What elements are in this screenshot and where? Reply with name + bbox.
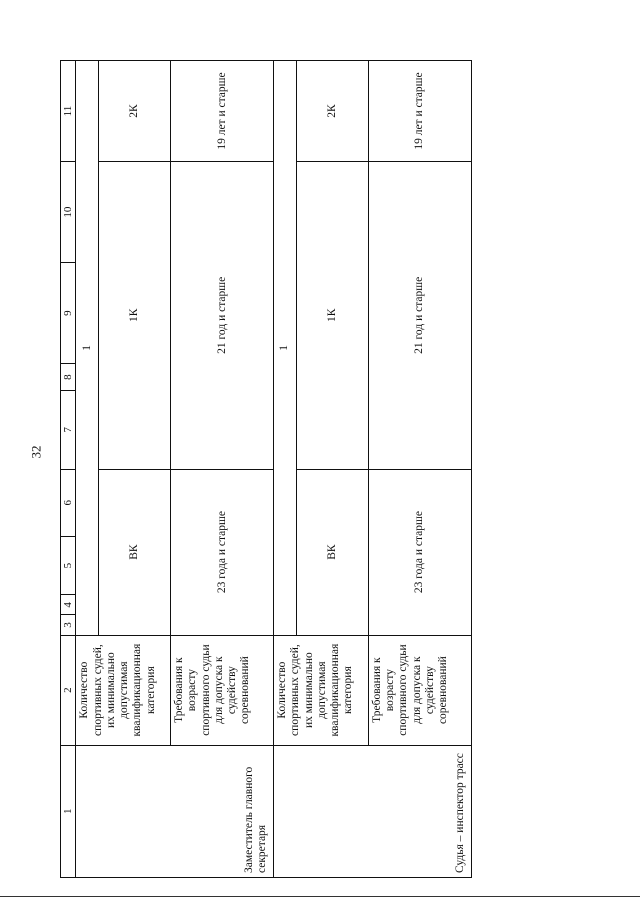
col-number: 7: [61, 391, 76, 470]
age-cell: 21 год и старше: [368, 162, 471, 469]
row-label: Количество спортивных судей, их минимально допустимая квалификационная категория: [76, 635, 171, 745]
rotated-table-sheet: [60, 60, 472, 878]
scan-edge-bottom: [0, 896, 640, 897]
table-row: [274, 61, 297, 878]
age-cell: 21 год и старше: [171, 162, 274, 469]
column-number-row: [61, 61, 76, 878]
judges-requirements-table: [60, 60, 472, 878]
row-label: Требования к возрасту спортивного судьи для допуска к судейству соревнований: [171, 635, 274, 745]
role-cell: Заместитель главного секретаря: [76, 745, 274, 877]
age-cell: 19 лет и старше: [171, 61, 274, 162]
category-cell: 2К: [296, 61, 368, 162]
col-number: 11: [61, 61, 76, 162]
col-number: 8: [61, 364, 76, 391]
role-cell: Судья – инспектор трасс: [274, 745, 472, 877]
judges-count-cell: 1: [274, 61, 297, 636]
col-number: 5: [61, 536, 76, 594]
category-cell: 2К: [99, 61, 171, 162]
col-number: 1: [61, 745, 76, 877]
col-number: 10: [61, 162, 76, 263]
page-number: 32: [28, 445, 44, 459]
category-cell: 1К: [296, 162, 368, 469]
category-cell: 1К: [99, 162, 171, 469]
row-label: Требования к возрасту спортивного судьи для допуска к судейству соревнований: [368, 635, 471, 745]
table-row: [76, 61, 99, 878]
judges-count-cell: 1: [76, 61, 99, 636]
row-label: Количество спортивных судей, их минимально допустимая квалификационная категория: [274, 635, 369, 745]
col-number: 4: [61, 595, 76, 615]
age-cell: 23 года и старше: [171, 469, 274, 635]
category-cell: ВК: [99, 469, 171, 635]
category-cell: ВК: [296, 469, 368, 635]
age-cell: 23 года и старше: [368, 469, 471, 635]
col-number: 3: [61, 615, 76, 635]
age-cell: 19 лет и старше: [368, 61, 471, 162]
col-number: 2: [61, 635, 76, 745]
col-number: 6: [61, 469, 76, 536]
col-number: 9: [61, 263, 76, 364]
